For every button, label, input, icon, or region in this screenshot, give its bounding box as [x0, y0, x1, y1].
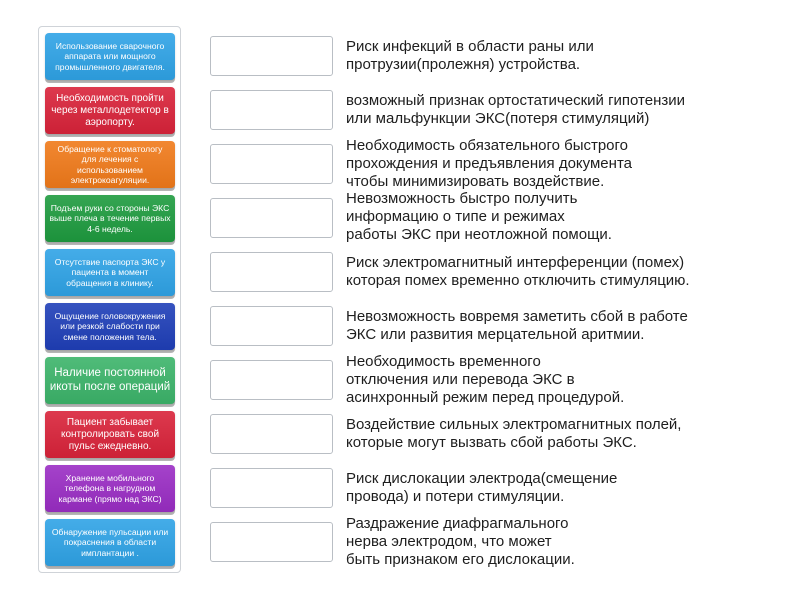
drop-slot-1[interactable] [210, 36, 333, 76]
answer-card-1[interactable]: Использование сварочного аппарата или мощного промышленного двигателя. [45, 33, 175, 80]
description-5: Риск электромагнитный интерференции (помех) которая помех временно отключить стимуляцию. [346, 254, 690, 289]
drop-slot-3[interactable] [210, 144, 333, 184]
drop-slot-10[interactable] [210, 522, 333, 562]
drop-slot-6[interactable] [210, 306, 333, 346]
drop-slot-7[interactable] [210, 360, 333, 400]
drop-slot-2[interactable] [210, 90, 333, 130]
answer-card-10[interactable]: Обнаружение пульсации или покраснения в области имплантации . [45, 519, 175, 566]
answer-card-5[interactable]: Отсутствие паспорта ЭКС у пациента в момент обращения в клинику. [45, 249, 175, 296]
description-7: Необходимость временного отключения или перевода ЭКС в асинхронный режим перед процедурой. [346, 353, 625, 406]
answer-card-3[interactable]: Обращение к стоматологу для лечения с использованием электрокоагуляции. [45, 141, 175, 188]
drop-slot-5[interactable] [210, 252, 333, 292]
answer-card-2[interactable]: Необходимость пройти через металлодетектор в аэропорту. [45, 87, 175, 134]
description-9: Риск дислокации электрода(смещение провода) и потери стимуляции. [346, 470, 618, 505]
description-2: возможный признак ортостатический гипотензии или мальфункции ЭКС(потеря стимуляций) [346, 92, 686, 127]
answer-card-8[interactable]: Пациент забывает контролировать свой пульс ежедневно. [45, 411, 175, 458]
description-8: Воздействие сильных электромагнитных полей, которые могут вызвать сбой работы ЭКС. [346, 416, 682, 451]
drop-slot-9[interactable] [210, 468, 333, 508]
description-6: Невозможность вовремя заметить сбой в работе ЭКС или развития мерцательной аритмии. [346, 308, 688, 343]
drop-slot-8[interactable] [210, 414, 333, 454]
answer-card-9[interactable]: Хранение мобильного телефона в нагрудном кармане (прямо над ЭКС) [45, 465, 175, 512]
description-3: Необходимость обязательного быстрого прохождения и предъявления документа чтобы минимизировать воздействие. [346, 137, 632, 190]
drop-slot-4[interactable] [210, 198, 333, 238]
description-10: Раздражение диафрагмального нерва электродом, что может быть признаком его дислокации. [346, 515, 575, 568]
answer-cards-panel [38, 26, 181, 573]
description-4: Невозможность быстро получить информацию о типе и режимах работы ЭКС при неотложной помощи. [346, 190, 612, 243]
answer-card-7[interactable]: Наличие постоянной икоты после операций [45, 357, 175, 404]
answer-card-4[interactable]: Подъем руки со стороны ЭКС выше плеча в течение первых 4-6 недель. [45, 195, 175, 242]
answer-card-6[interactable]: Ощущение головокружения или резкой слабости при смене положения тела. [45, 303, 175, 350]
description-1: Риск инфекций в области раны или протрузии(пролежня) устройства. [346, 38, 594, 73]
